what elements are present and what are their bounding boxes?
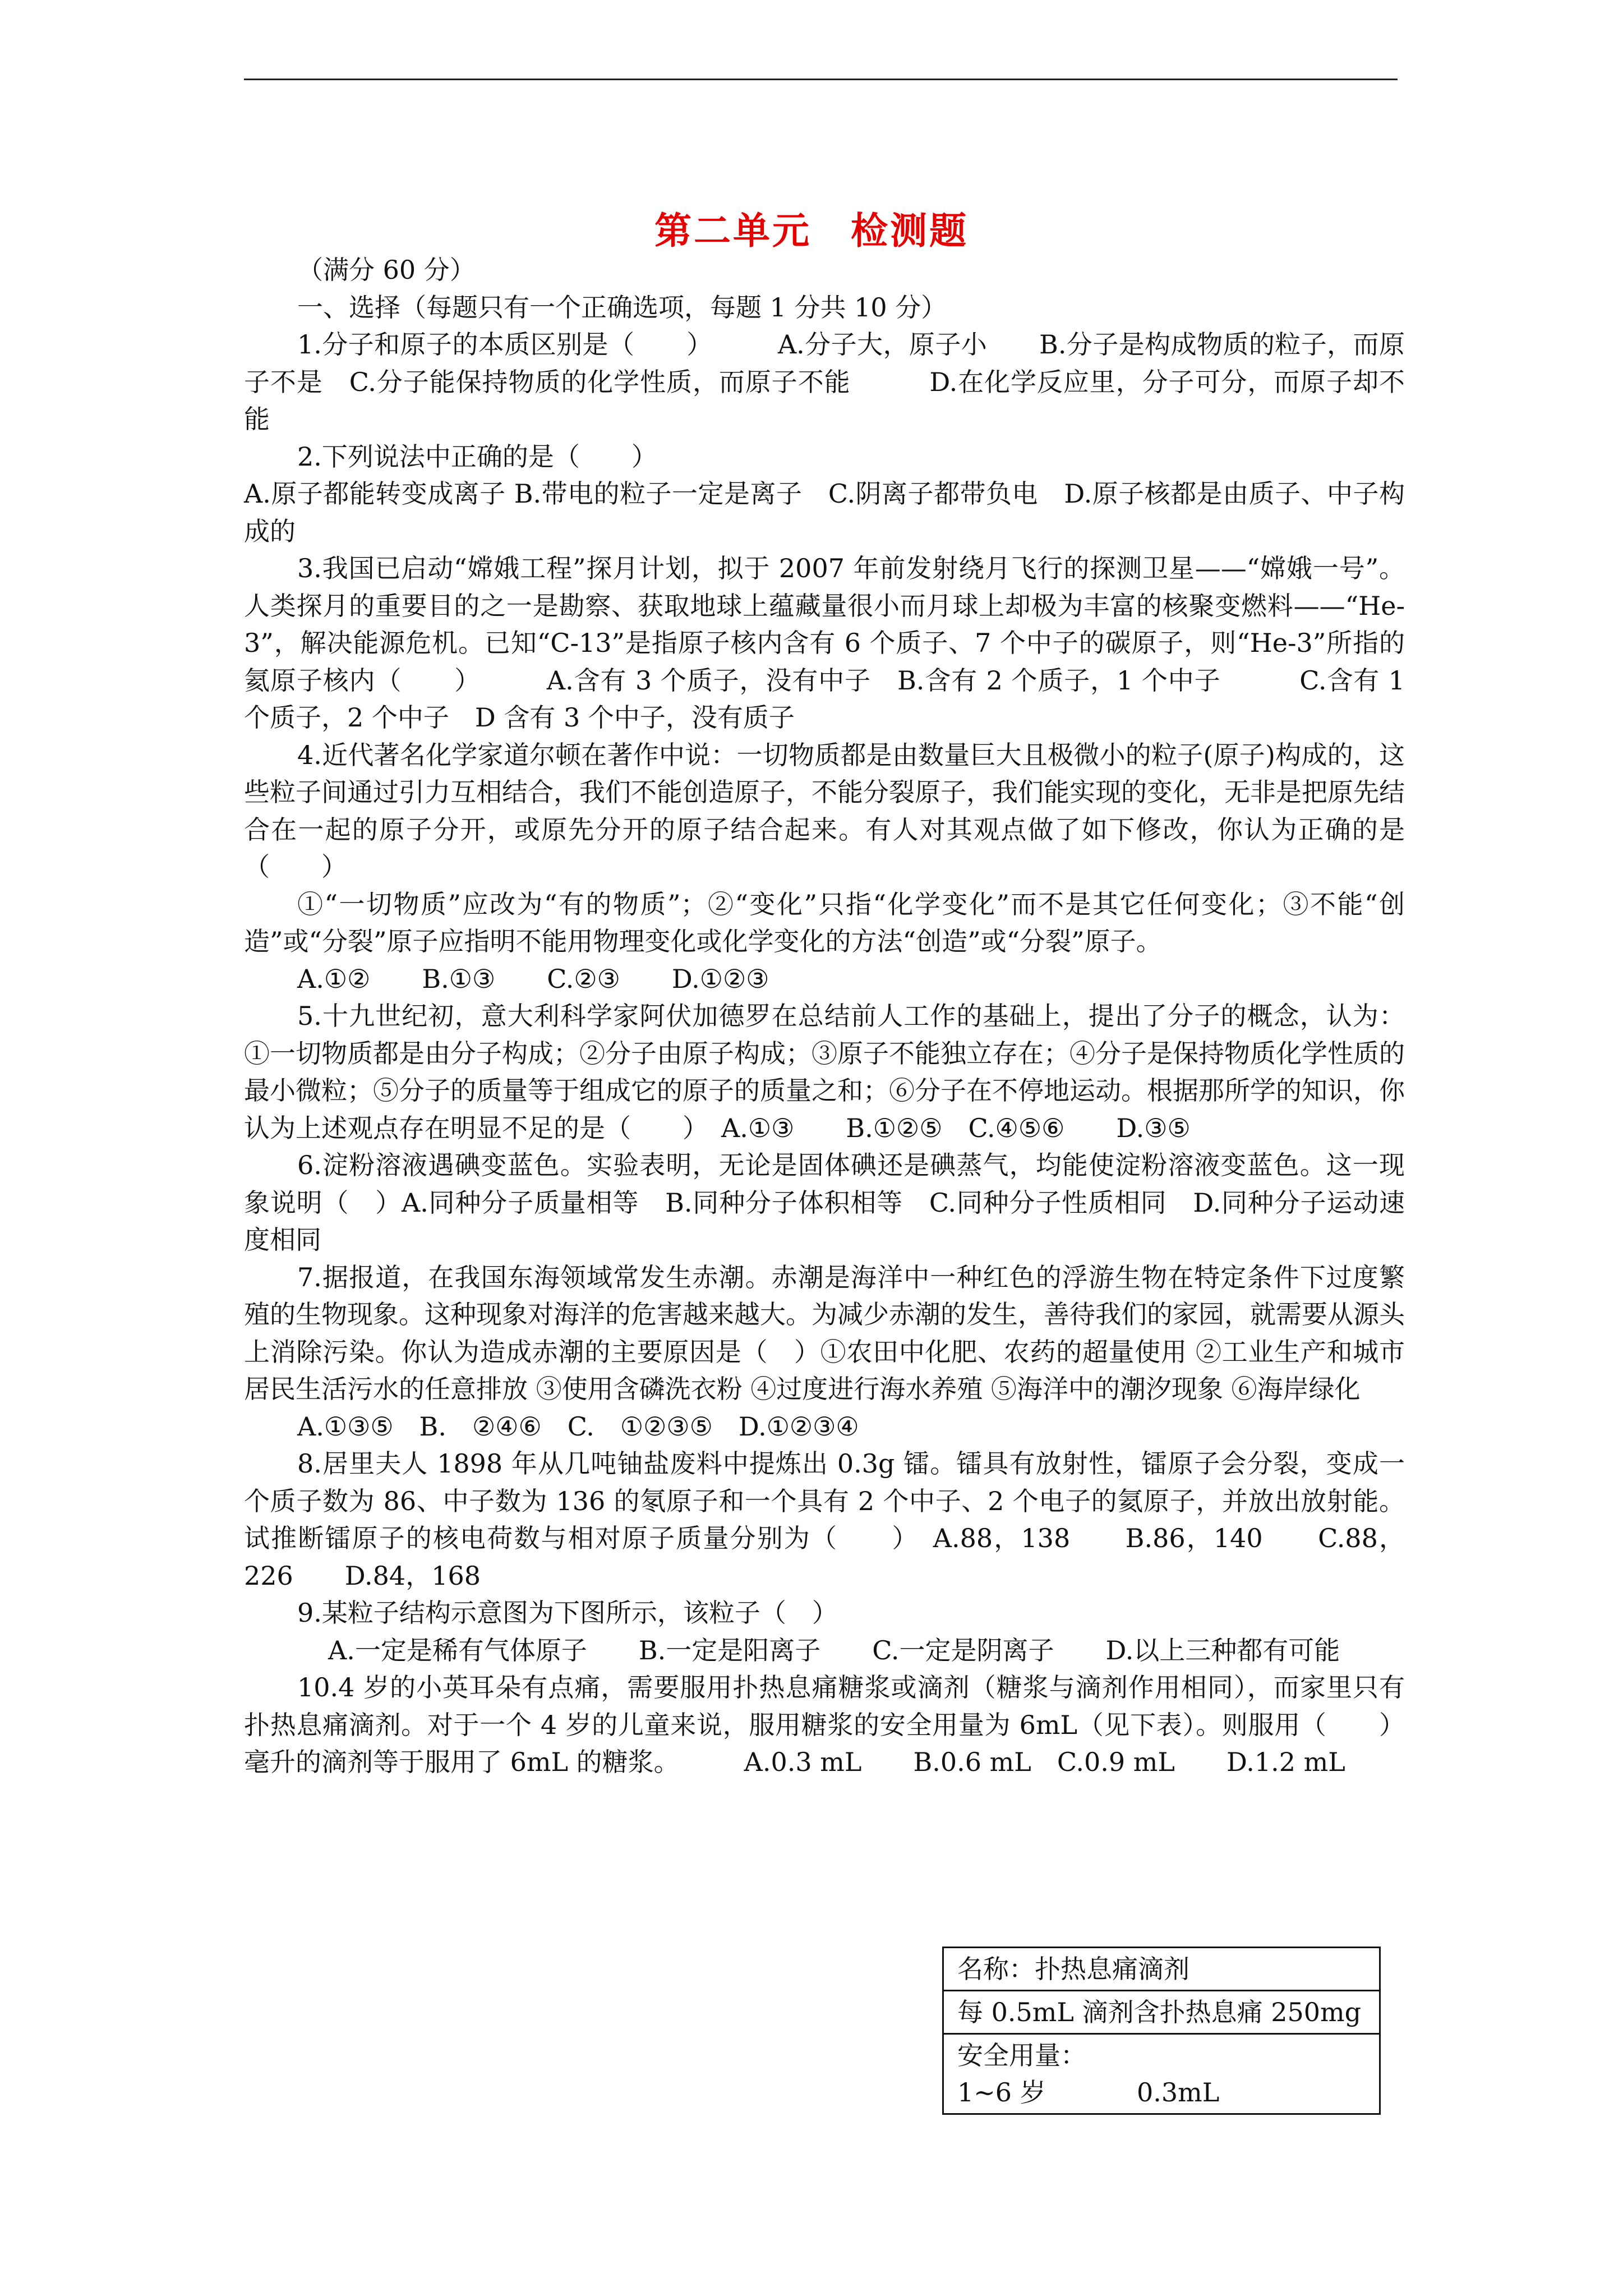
question-4-options: A.①② B.①③ C.②③ D.①②③ bbox=[297, 963, 769, 994]
medicine-name-cell: 名称：扑热息痛滴剂 bbox=[943, 1948, 1380, 1991]
header-rule bbox=[244, 79, 1398, 80]
dosage-cell: 每 0.5mL 滴剂含扑热息痛 250mg bbox=[943, 1991, 1380, 2034]
table-row bbox=[943, 1991, 1380, 2034]
section-header: 一、选择（每题只有一个正确选项，每题 1 分共 10 分） bbox=[297, 292, 947, 323]
safe-dose-label: 安全用量： bbox=[957, 2040, 1086, 2070]
question-9: 9.某粒子结构示意图为下图所示，该粒子（ ） bbox=[297, 1598, 838, 1628]
table-row bbox=[943, 1948, 1380, 1991]
question-7: 7.据报道，在我国东海领域常发生赤潮。赤潮是海洋中一种红色的浮游生物在特定条件下过度繁殖的生物现象。这种现象对海洋的危害越来越大。为减少赤潮的发生，善待我们的家园，就需要从源头上消除污染。你认为造成赤潮的主要原因是（ ）①农田中化肥、农药的超量使用 ②工业生产和城市居民生活污水的任意排放 ③使用含磷洗衣粉 ④过度进行海水养殖 ⑤海洋中的潮汐现象 ⑥海岸绿化 bbox=[244, 1262, 1405, 1404]
question-8: 8.居里夫人 1898 年从几吨铀盐废料中提炼出 0.3g 镭。镭具有放射性，镭原子会分裂，变成一个质子数为 86、中子数为 136 的氡原子和一个具有 2 个中子、2 个电子的氦原子，并放出放射能。试推断镭原子的核电荷数与相对原子质量分别为（ ） A.88，138 B.86，140 C.88，226 D.84，168 bbox=[244, 1448, 1405, 1591]
question-7-options: A.①③⑤ B. ②④⑥ C. ①②③⑤ D.①②③④ bbox=[297, 1411, 859, 1442]
dose-amount: 0.3mL bbox=[1137, 2077, 1220, 2108]
question-2-options: A.原子都能转变成离子 B.带电的粒子一定是离子 C.阴离子都带负电 D.原子核都是由质子、中子构成的 bbox=[244, 478, 1405, 546]
table-row bbox=[943, 2034, 1380, 2114]
question-4: 4.近代著名化学家道尔顿在著作中说：一切物质都是由数量巨大且极微小的粒子(原子)构成的，这些粒子间通过引力互相结合，我们不能创造原子，不能分裂原子，我们能实现的变化，无非是把原先结合在一起的原子分开，或原先分开的原子结合起来。有人对其观点做了如下修改，你认为正确的是（ ） bbox=[244, 739, 1405, 882]
score-note: （满分 60 分） bbox=[297, 255, 476, 285]
document-body bbox=[244, 251, 1405, 1781]
question-10: 10.4 岁的小英耳朵有点痛，需要服用扑热息痛糖浆或滴剂（糖浆与滴剂作用相同），而家里只有扑热息痛滴剂。对于一个 4 岁的儿童来说，服用糖浆的安全用量为 6mL（见下表）。则服用（ ）毫升的滴剂等于服用了 6mL 的糖浆。 A.0.3 mL B.0.6 mL C.0.9 mL D.1.2 mL bbox=[244, 1672, 1405, 1777]
medicine-info-table bbox=[942, 1947, 1381, 2115]
question-6: 6.淀粉溶液遇碘变蓝色。实验表明，无论是固体碘还是碘蒸气，均能使淀粉溶液变蓝色。这一现象说明（ ）A.同种分子质量相等 B.同种分子体积相等 C.同种分子性质相同 D.同种分子运动速度相同 bbox=[244, 1150, 1405, 1255]
question-1: 1.分子和原子的本质区别是（ ） A.分子大，原子小 B.分子是构成物质的粒子，而原子不是 C.分子能保持物质的化学性质，而原子不能 D.在化学反应里，分子可分，而原子却不能 bbox=[244, 329, 1405, 434]
question-9-options: A.一定是稀有气体原子 B.一定是阳离子 C.一定是阴离子 D.以上三种都有可能 bbox=[328, 1635, 1340, 1665]
question-2: 2.下列说法中正确的是（ ） bbox=[297, 441, 657, 472]
question-4-statements: ①“一切物质”应改为“有的物质”；②“变化”只指“化学变化”而不是其它任何变化；③不能“创造”或“分裂”原子应指明不能用物理变化或化学变化的方法“创造”或“分裂”原子。 bbox=[244, 889, 1405, 956]
question-5: 5.十九世纪初，意大利科学家阿伏加德罗在总结前人工作的基础上，提出了分子的概念，认为：①一切物质都是由分子构成；②分子由原子构成；③原子不能独立存在；④分子是保持物质化学性质的最小微粒；⑤分子的质量等于组成它的原子的质量之和；⑥分子在不停地运动。根据那所学的知识，你认为上述观点存在明显不足的是（ ） A.①③ B.①②⑤ C.④⑤⑥ D.③⑤ bbox=[244, 1001, 1405, 1143]
page-title: 第二单元 检测题 bbox=[654, 209, 969, 252]
safe-dose-row bbox=[957, 2074, 1366, 2111]
safe-dose-cell bbox=[943, 2034, 1380, 2114]
age-range: 1~6 岁 bbox=[957, 2077, 1046, 2108]
question-3: 3.我国已启动“嫦娥工程”探月计划，拟于 2007 年前发射绕月飞行的探测卫星——“嫦娥一号”。人类探月的重要目的之一是勘察、获取地球上蕴藏量很小而月球上却极为丰富的核聚变燃料——“He-3”，解决能源危机。已知“C-13”是指原子核内含有 6 个质子、7 个中子的碳原子，则“He-3”所指的氦原子核内（ ） A.含有 3 个质子，没有中子 B.含有 2 个质子，1 个中子 C.含有 1 个质子，2 个中子 D 含有 3 个中子，没有质子 bbox=[244, 553, 1405, 733]
